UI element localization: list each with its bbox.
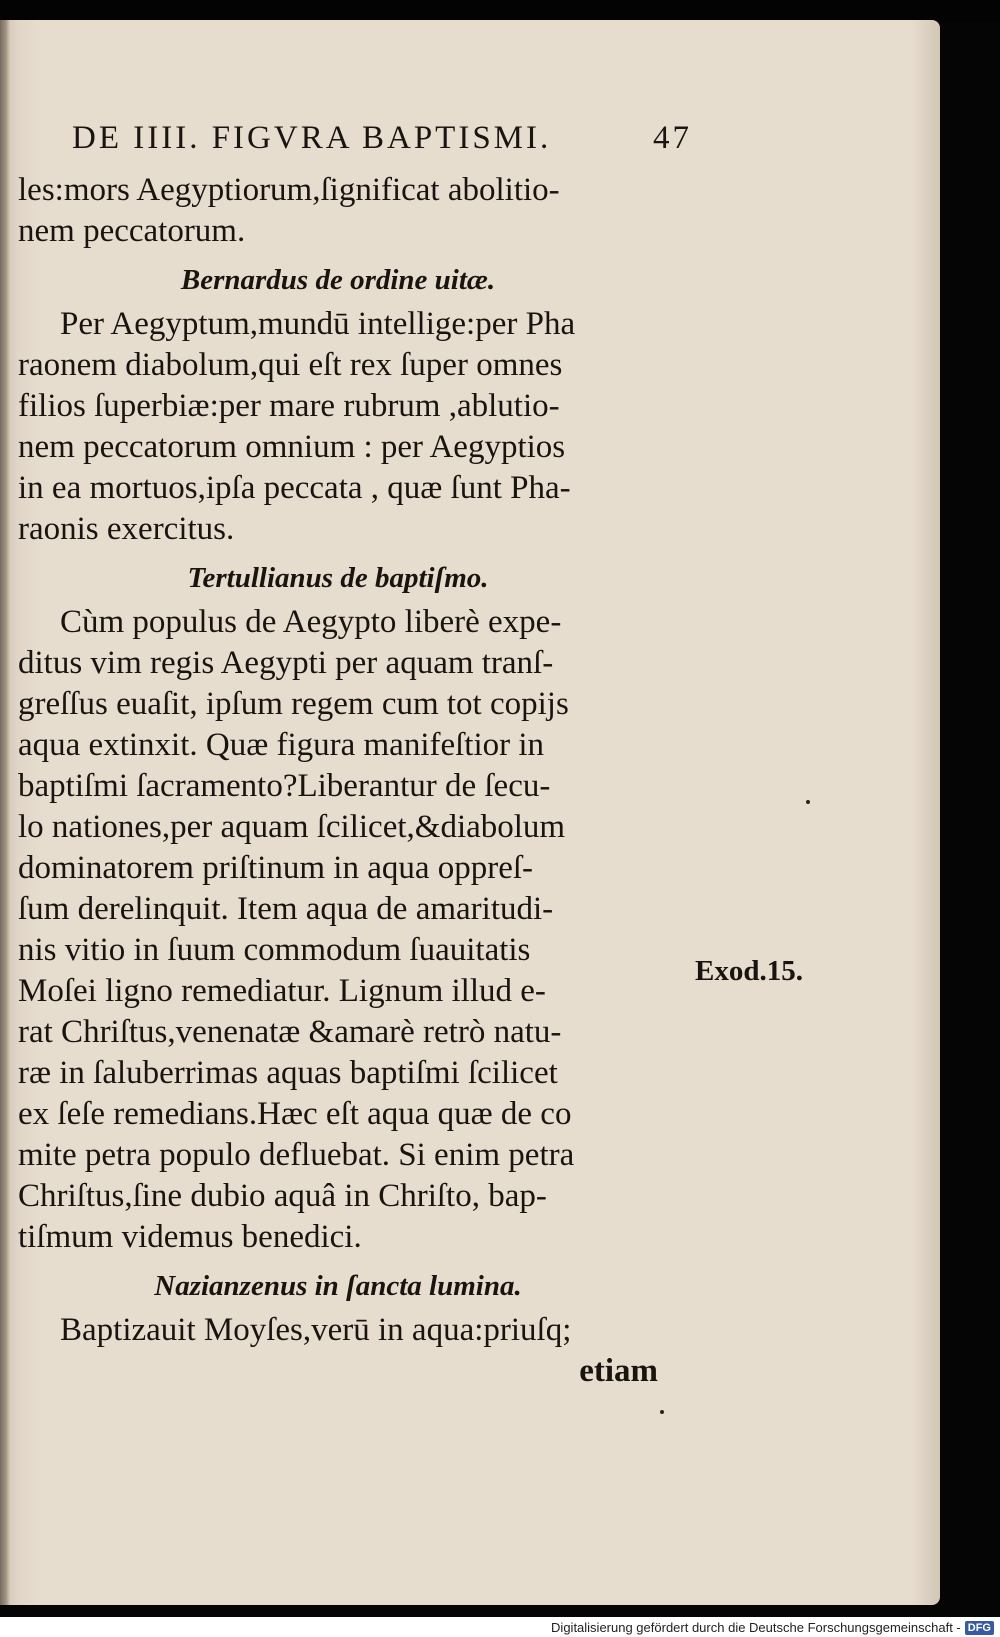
- page-gutter-shadow: [0, 20, 10, 1605]
- text-line: ræ in ſaluberrimas aquas baptiſmi ſcilicet: [18, 1055, 558, 1091]
- section-heading-tertullianus: Tertullianus de baptiſmo.: [187, 562, 489, 594]
- book-page: [0, 20, 940, 1605]
- section-heading-nazianzenus: Nazianzenus in ſancta lumina.: [154, 1270, 522, 1302]
- section-heading-bernardus: Bernardus de ordine uitæ.: [180, 264, 496, 296]
- text-line: Moſei ligno remediatur. Lignum illud e-: [18, 973, 546, 1009]
- text-line: rat Chriſtus,venenatæ &amarè retrò natu-: [18, 1014, 562, 1050]
- text-line: Baptizauit Moyſes,verū in aqua:priuſq;: [60, 1312, 572, 1348]
- text-line: ſum derelinquit. Item aqua de amaritudi-: [18, 891, 554, 927]
- text-line: raonem diabolum,qui eſt rex ſuper omnes: [18, 347, 563, 383]
- text-line: Chriſtus,ſine dubio aquâ in Chriſto, bap-: [18, 1178, 547, 1214]
- credit-text: Digitalisierung gefördert durch die Deutsche Forschungsgemeinschaft -: [551, 1620, 961, 1635]
- paper-speck: [660, 1410, 664, 1414]
- page-number: 47: [653, 120, 692, 156]
- margin-note-exodus: Exod.15.: [695, 955, 803, 987]
- dfg-logo: DFG: [965, 1621, 994, 1635]
- text-line: dominatorem priſtinum in aqua oppreſ-: [18, 850, 534, 886]
- paper-speck: [806, 800, 810, 804]
- text-line: greſſus euaſit, ipſum regem cum tot copijs: [18, 686, 569, 722]
- text-line: Cùm populus de Aegypto liberè expe-: [60, 604, 562, 640]
- main-text-block: [18, 170, 678, 1392]
- text-line: in ea mortuos,ipſa peccata , quæ ſunt Pha-: [18, 470, 571, 506]
- text-line: les:mors Aegyptiorum,ſignificat abolitio-: [18, 172, 560, 208]
- text-line: nis vitio in ſuum commodum ſuauitatis: [18, 932, 531, 968]
- text-line: baptiſmi ſacramento?Liberantur de ſecu-: [18, 768, 551, 804]
- text-line: nem peccatorum.: [18, 213, 246, 249]
- running-header: [72, 120, 692, 157]
- catchword: etiam: [579, 1353, 658, 1389]
- text-line: aqua extinxit. Quæ figura manifeſtior in: [18, 727, 545, 763]
- text-line: filios ſuperbiæ:per mare rubrum ,ablutio-: [18, 388, 560, 424]
- text-line: mite petra populo defluebat. Si enim petra: [18, 1137, 575, 1173]
- text-line: lo nationes,per aquam ſcilicet,&diabolum: [18, 809, 566, 845]
- text-line: ex ſeſe remedians.Hæc eſt aqua quæ de co: [18, 1096, 572, 1132]
- digitization-credit: [551, 1620, 994, 1635]
- text-line: nem peccatorum omnium : per Aegyptios: [18, 429, 566, 465]
- running-title: DE IIII. FIGVRA BAPTISMI.: [72, 120, 552, 156]
- scan-frame-top: [0, 0, 1000, 22]
- text-line: tiſmum videmus benedici.: [18, 1219, 362, 1255]
- text-line: raonis exercitus.: [18, 511, 235, 547]
- text-line: Per Aegyptum,mundū intellige:per Pha: [60, 306, 576, 342]
- text-line: ditus vim regis Aegypti per aquam tranſ-: [18, 645, 554, 681]
